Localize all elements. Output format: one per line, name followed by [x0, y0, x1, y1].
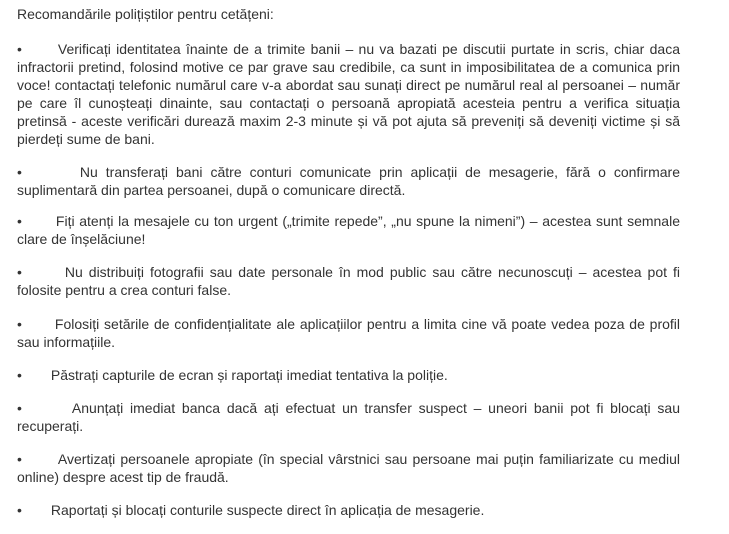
bullet: •	[17, 367, 22, 383]
list-item	[17, 501, 680, 519]
list-item-text: Păstrați capturile de ecran și raportați imediat tentativa la poliție.	[50, 367, 448, 383]
list-item	[17, 263, 680, 299]
list-item-text: Anunțați imediat banca dacă ați efectuat un transfer suspect – uneori banii pot fi blocați sau recuperați.	[17, 400, 680, 434]
list-item	[17, 399, 680, 435]
list-item	[17, 40, 680, 148]
bullet: •	[17, 164, 22, 180]
bullet: •	[17, 41, 22, 57]
list-item-text: Avertizați persoanele apropiate (în special vârstnici sau persoane mai puțin familiarizate cu mediul online) despre acest tip de fraudă.	[17, 451, 680, 485]
list-item-text: Raportați și blocați conturile suspecte direct în aplicația de mesagerie.	[50, 502, 485, 518]
bullet: •	[17, 400, 22, 416]
list-item-text: Folosiți setările de confidențialitate ale aplicațiilor pentru a limita cine vă poate vedea poza de profil sau informațiile.	[17, 316, 680, 350]
list-item-text: Nu distribuiți fotografii sau date personale în mod public sau către necunoscuți – acestea pot fi folosite pentru a crea conturi false.	[17, 264, 680, 298]
list-item	[17, 450, 680, 486]
list-item-text: Verificați identitatea înainte de a trimite banii – nu va bazati pe discutii purtate in scris, chiar daca infractorii pretind, folosind motive ce par grave sau credibile, ca sunt in imposibilitatea de a comunica prin voce! contactați telefonic numărul care v-a abordat sau sunați direct pe numărul real al persoanei – număr pe care îl cunoșteați dinainte, sau contactați o persoană apropiată acesteia pentru a verifica situația pretinsă - aceste verificări durează maxim 2-3 minute și vă pot ajuta să preveniți să deveniți victime și să pierdeți sume de bani.	[17, 41, 680, 147]
bullet: •	[17, 213, 22, 229]
bullet: •	[17, 502, 22, 518]
bullet: •	[17, 451, 22, 467]
bullet: •	[17, 316, 22, 332]
list-item	[17, 163, 680, 199]
list-item	[17, 212, 680, 248]
list-item	[17, 366, 680, 384]
document-heading: Recomandările polițiștilor pentru cetățeni:	[17, 6, 274, 22]
list-item	[17, 315, 680, 351]
bullet: •	[17, 264, 22, 280]
list-item-text: Nu transferați bani către conturi comunicate prin aplicații de mesagerie, fără o confirmare suplimentară din partea persoanei, după o comunicare directă.	[17, 164, 680, 198]
list-item-text: Fiți atenți la mesajele cu ton urgent („trimite repede”, „nu spune la nimeni”) – acestea sunt semnale clare de înșelăciune!	[17, 213, 680, 247]
